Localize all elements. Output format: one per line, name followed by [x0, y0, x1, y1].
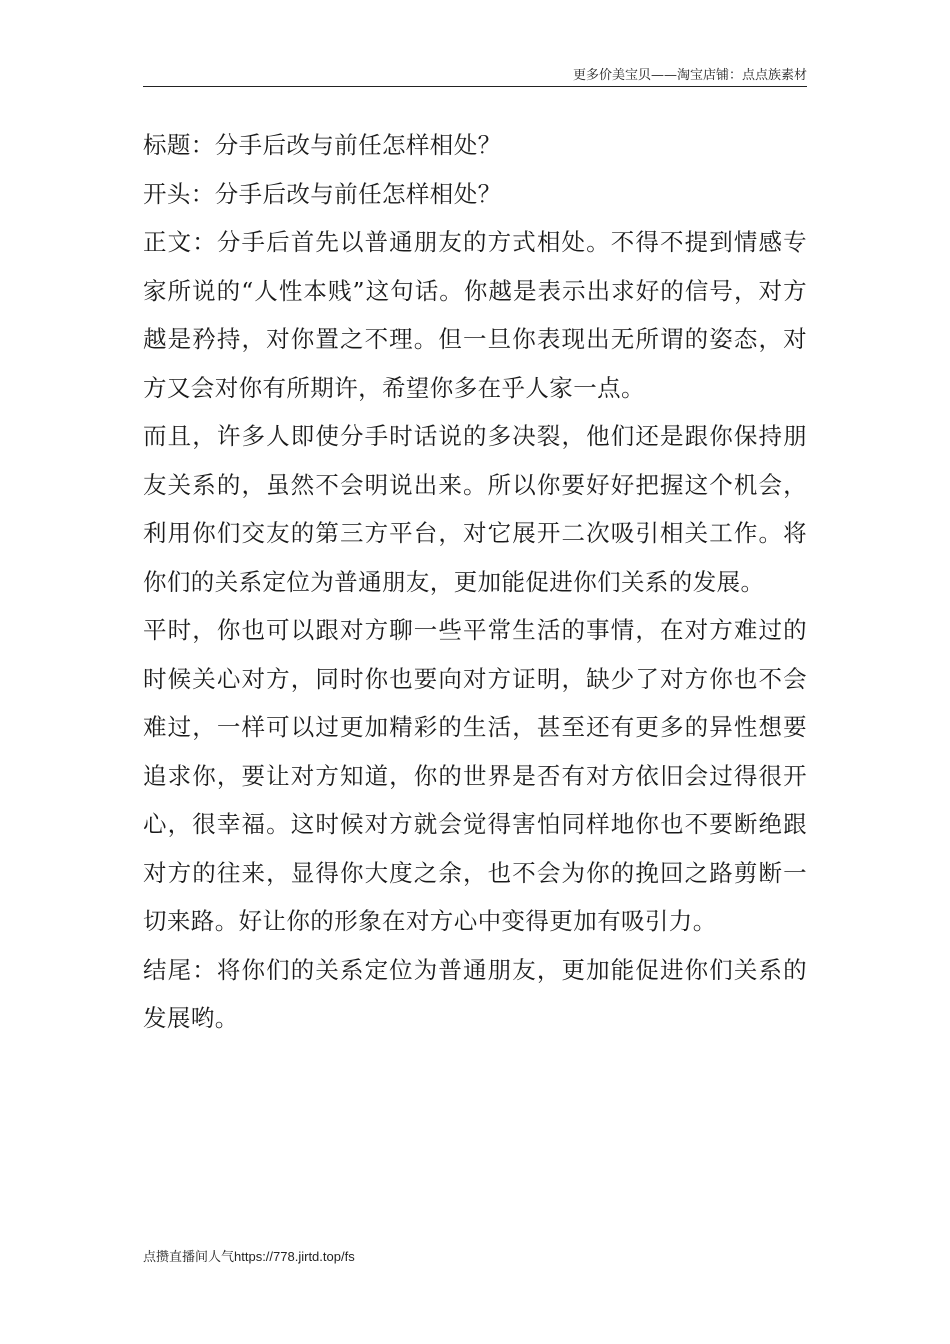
- opening-line: 开头：分手后改与前任怎样相处？: [143, 179, 502, 208]
- footer-link[interactable]: https://778.jirtd.top/fs: [234, 1249, 355, 1264]
- title-line: 标题：分手后改与前任怎样相处？: [143, 131, 502, 159]
- body-paragraph: 而且，许多人即使分手时话说的多决裂，他们还是跟你保持朋友关系的，虽然不会明说出来。所以你要好好把握这个机会，利用你们交友的第三方平台，对它展开二次吸引相关工作。将你们的关系定位为普通朋友，更加能促进你们关系的发展。: [143, 422, 807, 596]
- header-divider: [143, 86, 807, 87]
- body-paragraph: 正文：分手后首先以普通朋友的方式相处。不得不提到情感专家所说的“人性本贱”这句话。你越是表示出求好的信号，对方越是矜持，对你置之不理。但一旦你表现出无所谓的姿态，对方又会对你有所期许，希望你多在乎人家一点。: [143, 228, 807, 402]
- footer-label: 点攒直播间人气: [143, 1250, 235, 1265]
- closing-line: 结尾：将你们的关系定位为普通朋友，更加能促进你们关系的发展哟。: [143, 955, 807, 1032]
- body-paragraph: 平时，你也可以跟对方聊一些平常生活的事情，在对方难过的时候关心对方，同时你也要向对方证明，缺少了对方你也不会难过，一样可以过更加精彩的生活，甚至还有更多的异性想要追求你，要让对方知道，你的世界是否有对方依旧会过得很开心，很幸福。这时候对方就会觉得害怕同样地你也不要断绝跟对方的往来，显得你大度之余，也不会为你的挽回之路剪断一切来路。好让你的形象在对方心中变得更加有吸引力。: [143, 616, 807, 935]
- page-footer: [143, 1249, 355, 1266]
- document-body: [143, 121, 807, 1043]
- page-header: 更多价美宝贝——淘宝店铺：点点族素材: [572, 68, 807, 83]
